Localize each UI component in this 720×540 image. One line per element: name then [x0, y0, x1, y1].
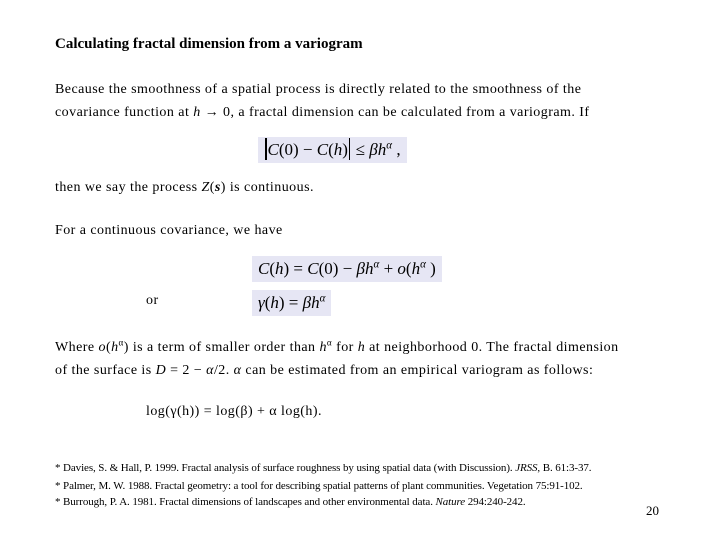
intro-line-2: covariance function at h → 0, a fractal dimension can be calculated from a variogram. If — [55, 105, 590, 120]
reference-palmer: * Palmer, M. W. 1988. Fractal geometry: a tool for describing spatial patterns of plant communities. Vegetation 75:91-102. — [55, 480, 583, 492]
continuous-statement: then we say the process Z(s) is continuous. — [55, 180, 314, 195]
equation-continuity: $C(0) - C(h) \le \beta h^\alpha$ , — [258, 137, 407, 163]
or-text: or — [146, 293, 159, 308]
page-number: 20 — [646, 503, 659, 518]
slide-title: Calculating fractal dimension from a variogram — [55, 36, 363, 52]
where-line: Where $o(h^\alpha)$ is a term of smaller order than $h^\alpha$ for h at neighborhood 0. The fractal dimension — [55, 337, 619, 355]
log-equation: log(γ(h)) = log(β) + α log(h). — [146, 404, 322, 419]
reference-burrough: * Burrough, P. A. 1981. Fractal dimensions of landscapes and other environmental data. Nature 294:240-242. — [55, 496, 526, 508]
equation-covariance-expansion: $C(h) = C(0) - \beta h^\alpha + o(h^\alpha$ ) — [252, 256, 442, 282]
surface-dimension-line: of the surface is D = 2 − α/2. α can be estimated from an empirical variogram as follows: — [55, 363, 594, 378]
reference-davies: * Davies, S. & Hall, P. 1999. Fractal analysis of surface roughness by using spatial data (with Discussion). JRSS, B. 61:3-37. — [55, 462, 592, 474]
intro-line-1: Because the smoothness of a spatial process is directly related to the smoothness of the — [55, 82, 582, 97]
continuous-covariance-text: For a continuous covariance, we have — [55, 223, 283, 238]
equation-variogram: $\gamma(h) = \beta h^\alpha$ — [252, 290, 331, 316]
